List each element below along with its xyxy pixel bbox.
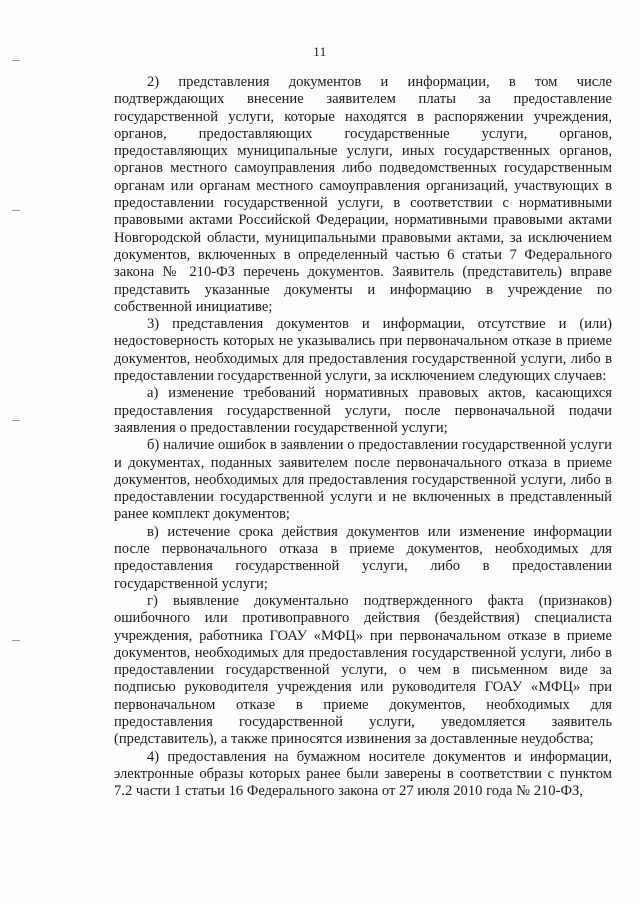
margin-tick <box>12 60 20 61</box>
margin-tick <box>12 210 20 211</box>
binding-margin <box>0 0 40 904</box>
margin-tick <box>12 420 20 421</box>
page-number: 11 <box>313 44 327 59</box>
paragraph-item-2: 2) представления документов и информации, в том числе подтверждающих внесение заявителем платы за предоставление государственной услуги, которые находятся в распоряжении учреждения, органов, предоставляющих государственные услуги, органов, предоставляющих муниципальные услуги, иных государственных органов, органов местного самоуправления либо подведомственных государственным органам или органам местного самоуправления организаций, участвующих в предоставлении государственной услуги, в соответствии с нормативными правовыми актами Российской Федерации, нормативными правовыми актами Новгородской области, муниципальными правовыми актами, за исключением документов, включенных в определенный частью 6 статьи 7 Федерального закона № 210-ФЗ перечень документов. Заявитель (представитель) вправе представить указанные документы и информацию в учреждение по собственной инициативе; <box>114 74 612 315</box>
paragraph-subitem-v: в) истечение срока действия документов или изменение информации после первоначального отказа в приеме документов, необходимых для предоставления государственной услуги, либо в предоставлении государственной услуги; <box>114 523 612 592</box>
paragraph-item-4: 4) предоставления на бумажном носителе документов и информации, электронные образы которых ранее были заверены в соответствии с пунктом 7.2 части 1 статьи 16 Федерального закона от 27 июля 2010 года № 210-ФЗ, <box>114 748 612 800</box>
margin-tick <box>12 640 20 641</box>
paragraph-subitem-a: а) изменение требований нормативных правовых актов, касающихся предоставления государственной услуги, после первоначальной подачи заявления о предоставлении государственной услуги; <box>114 385 612 436</box>
document-body <box>114 74 612 800</box>
paragraph-subitem-b: б) наличие ошибок в заявлении о предоставлении государственной услуги и документах, поданных заявителем после первоначального отказа в приеме документов, необходимых для предоставления государственной услуги, либо в предоставлении государственной услуги и не включенных в представленный ранее комплект документов; <box>114 437 612 523</box>
paragraph-item-3: 3) представления документов и информации, отсутствие и (или) недостоверность которых не указывались при первоначальном отказе в приеме документов, необходимых для предоставления государственной услуги, либо в предоставлении государственной услуги, за исключением следующих случаев: <box>114 316 612 385</box>
paragraph-subitem-g: г) выявление документально подтвержденного факта (признаков) ошибочного или противоправного действия (бездействия) специалиста учреждения, работника ГОАУ «МФЦ» при первоначальном отказе в приеме документов, необходимых для предоставления государственной услуги, либо в предоставлении государственной услуги, о чем в письменном виде за подписью руководителя учреждения или руководителя ГОАУ «МФЦ» при первоначальном отказе в приеме документов, необходимых для предоставления государственной услуги, уведомляется заявитель (представитель), а также приносятся извинения за доставленные неудобства; <box>114 592 612 748</box>
